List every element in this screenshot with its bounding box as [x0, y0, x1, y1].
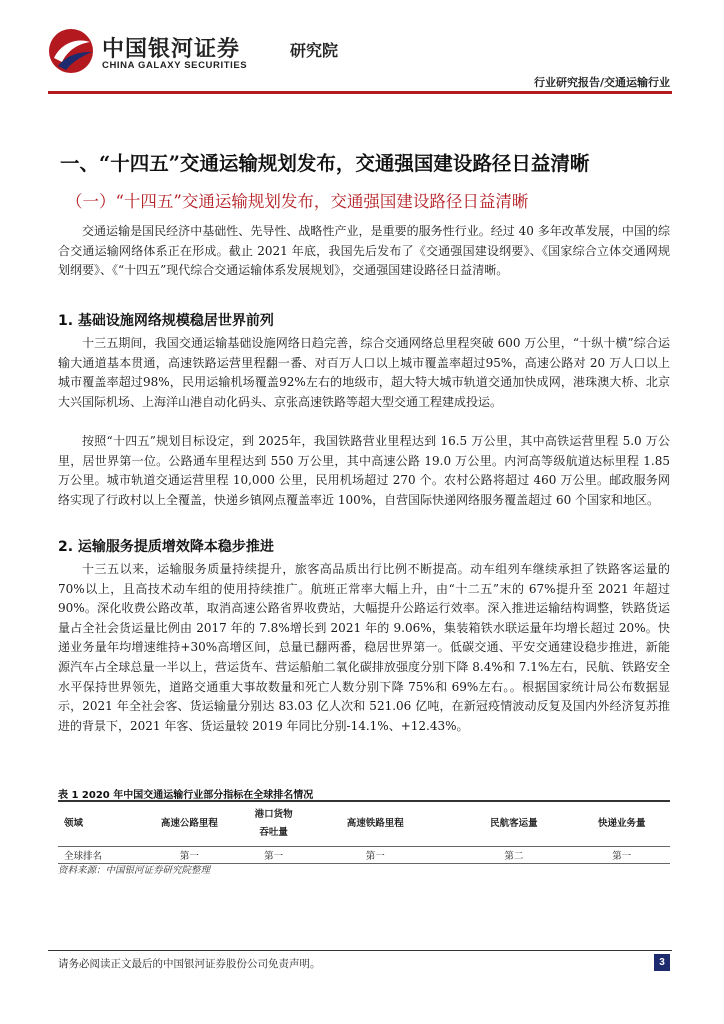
subsection-heading-1: 1. 基础设施网络规模稳居世界前列 — [58, 313, 274, 329]
table-header-cell: 高速铁路里程 — [296, 801, 454, 847]
logo-english-name: CHINA GALAXY SECURITIES — [102, 60, 248, 71]
intro-paragraph: 交通运输是国民经济中基础性、先导性、战略性产业，是重要的服务性行业。经过 40 多年改革发展，中国的综合交通运输网络体系正在形成。截止 2021 年底，我国先后发布了《交通强国建设纲要》、《国家综合立体交通网规划纲要》、《“十四五”现代综合交通运输体系发展规划》，交通强国建设路径日益清晰。 — [58, 224, 670, 278]
logo-chinese-name: 中国银河证券 — [102, 37, 241, 62]
section-heading: （一）“十四五”交通运输规划发布，交通强国建设路径日益清晰 — [66, 192, 529, 211]
subsection-heading-2: 2. 运输服务提质增效降本稳步推进 — [58, 539, 274, 555]
section1-paragraph-1: 十三五期间，我国交通运输基础设施网络日趋完善，综合交通网络总里程突破 600 万公里，“十纵十横”综合运输大通道基本贯通，高速铁路运营里程翻一番、对百万人口以上城市覆盖率超过95%，高速公路对 20 万人口以上城市覆盖率超过98%，民用运输机场覆盖92%左右的地级市，超大特大城市轨道交通加快成网，港珠澳大桥、北京大兴国际机场、上海洋山港自动化码头、京张高速铁路等超大型交通工程建成投运。 — [58, 336, 670, 409]
chapter-heading: 一、“十四五”交通运输规划发布，交通强国建设路径日益清晰 — [60, 152, 590, 175]
table-cell: 第一 — [251, 847, 296, 864]
table-row — [58, 847, 670, 864]
table-cell: 第二 — [454, 847, 573, 864]
table-cell: 第一 — [128, 847, 251, 864]
ranking-table — [58, 800, 670, 864]
section2-paragraph: 十三五以来，运输服务质量持续提升，旅客高品质出行比例不断提高。动车组列车继续承担了铁路客运量的 70%以上，且高技术动车组的使用持续推广。航班正常率大幅上升，由“十二五”末的 67%提升至 2021 年超过 90%。深化收费公路改革，取消高速公路省界收费站，大幅提升公路运行效率。深入推进运输结构调整，铁路货运量占全社会货运量比例由 2017 年的 7.8%增长到 2021 年的 9.06%，集装箱铁水联运量年均增长超过 20%。快递业务量年均增速维持+30%高增区间，总量已翻两番，稳居世界第一。低碳交通、平安交通建设稳步推进，新能源汽车占全球总量一半以上，营运货车、营运船舶二氧化碳排放强度分别下降 8.4%和 7.1%左右，民航、铁路安全水平保持世界领先，道路交通重大事故数量和死亡人数分别下降 75%和 69%左右。。根据国家统计局公布数据显示，2021 年全社会客、货运输量分别达 83.03 亿人次和 521.06 亿吨，在新冠疫情波动反复及国内外经济复苏推进的背景下，2021 年客、货运量较 2019 年同比分别-14.1%、+12.43%。 — [58, 562, 670, 733]
table-cell: 全球排名 — [58, 847, 128, 864]
table-header-cell: 民航客运量 — [454, 801, 573, 847]
table-header-cell: 港口货物吞吐量 — [251, 801, 296, 847]
table-source-note: 资料来源：中国银河证券研究院整理 — [58, 865, 211, 876]
footer-divider — [48, 950, 672, 951]
galaxy-logo-icon — [48, 28, 94, 74]
table-header-cell: 高速公路里程 — [128, 801, 251, 847]
disclaimer-notice: 请务必阅读正文最后的中国银河证券股份公司免责声明。 — [58, 958, 321, 970]
page-number: 3 — [654, 954, 670, 971]
company-logo — [48, 28, 339, 76]
header-divider — [48, 91, 672, 94]
table-header-row — [58, 801, 670, 847]
table-cell: 第一 — [296, 847, 454, 864]
table-header-cell: 快递业务量 — [573, 801, 670, 847]
section1-paragraph-2: 按照“十四五”规划目标设定，到 2025年，我国铁路营业里程达到 16.5 万公里，其中高铁运营里程 5.0 万公里，居世界第一位。公路通车里程达到 550 万公里，其中高速公路 19.0 万公里。内河高等级航道达标里程 1.85 万公里。城市轨道交通运营里程 10,000 公里，民用机场超过 270 个。农村公路将超过 460 万公里。邮政服务网络实现了行政村以上全覆盖，快递乡镇网点覆盖率近 100%，自营国际快递网络服务覆盖超过 60 个国家和地区。 — [58, 434, 670, 507]
table-cell: 第一 — [573, 847, 670, 864]
report-category: 行业研究报告/交通运输行业 — [533, 76, 670, 89]
table-header-cell: 领域 — [58, 801, 128, 847]
institute-label: 研究院 — [290, 41, 339, 60]
table-title: 表 1 2020 年中国交通运输行业部分指标在全球排名情况 — [58, 790, 314, 801]
